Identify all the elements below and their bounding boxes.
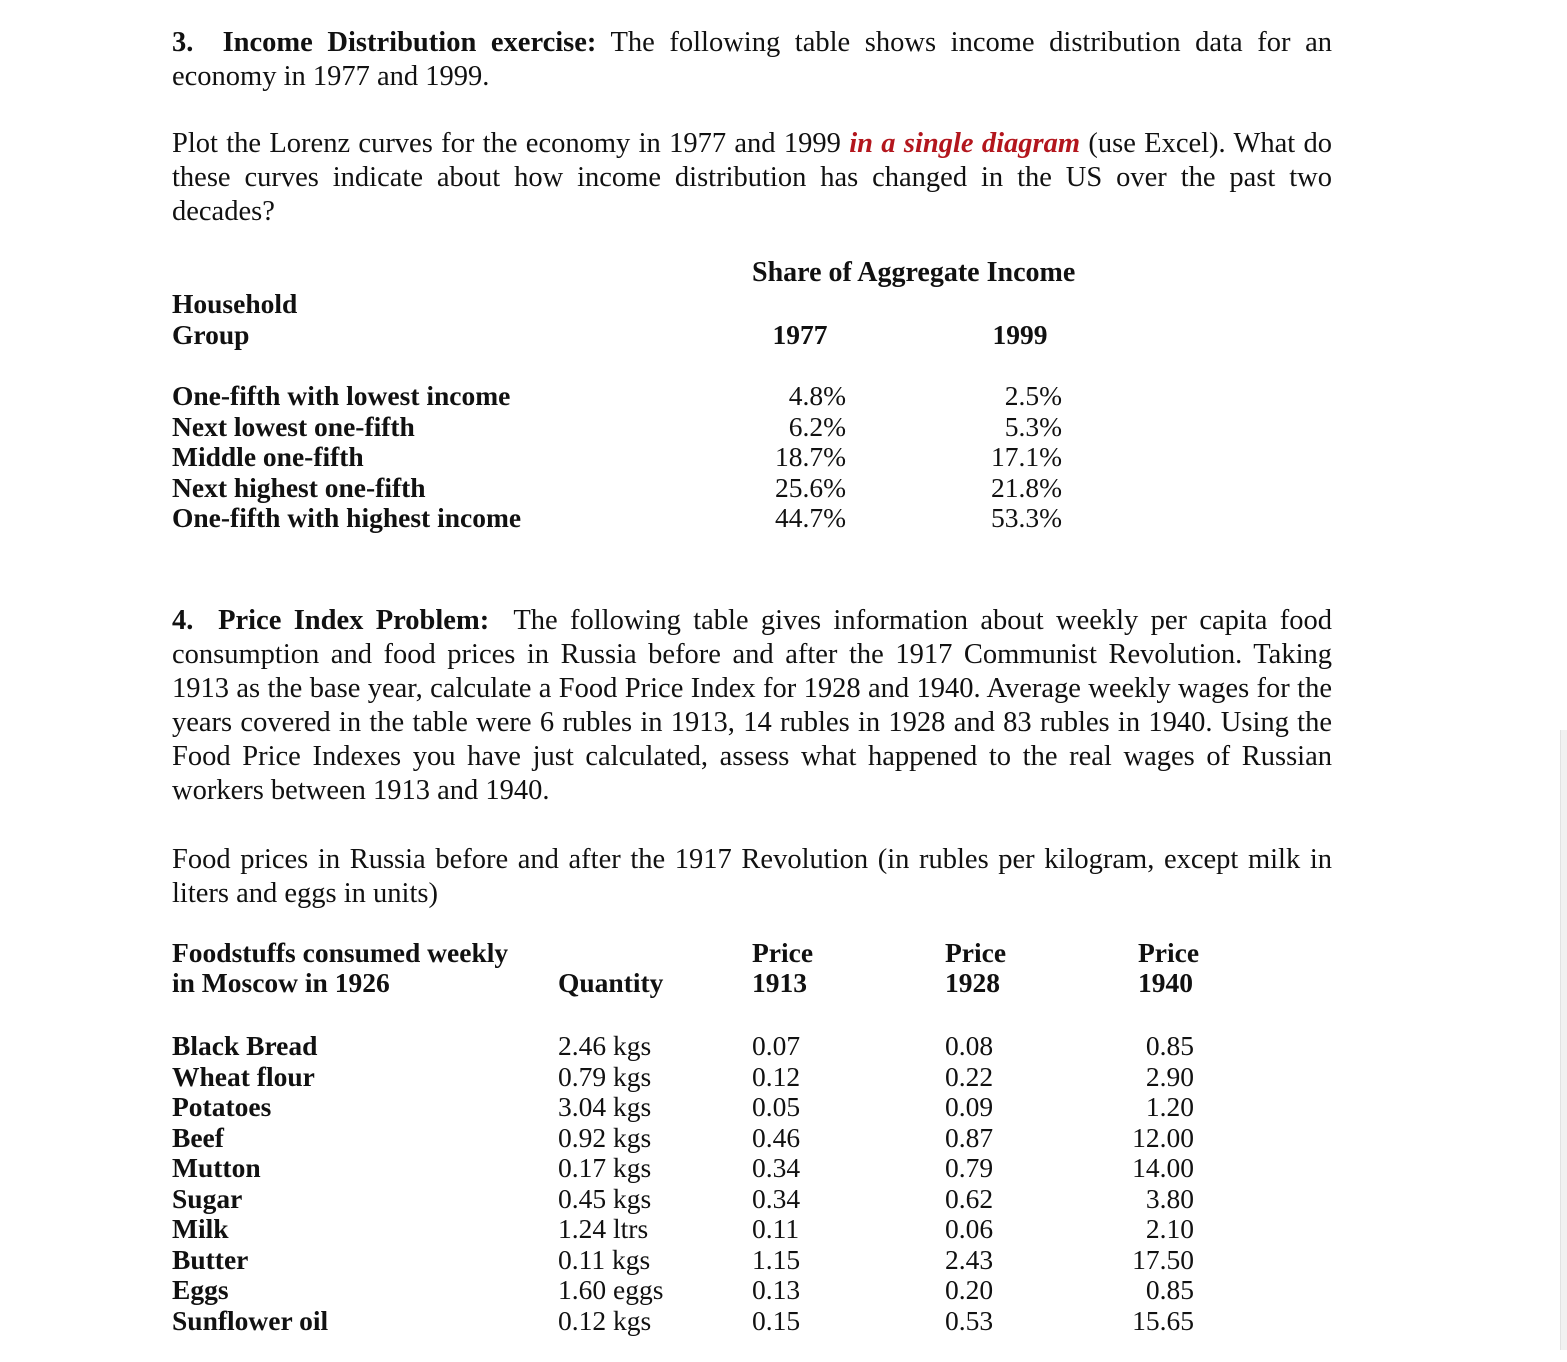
q4-price-1913: 0.13 <box>752 1274 801 1305</box>
q3-instruction-before: Plot the Lorenz curves for the economy in 1977 and 1999 <box>172 128 841 159</box>
page-scrollbar[interactable] <box>1560 730 1567 1350</box>
q4-price-1940: 0.85 <box>1145 1030 1194 1061</box>
q4-price-1928: 0.20 <box>945 1274 994 1305</box>
q4-item: Sugar <box>172 1182 243 1214</box>
q4-price-1913-header-label: Price <box>752 937 814 968</box>
q4-price-1940-column <box>1110 1031 1194 1336</box>
q3-year-1999-header: 1999 <box>992 319 1048 350</box>
q4-item: Eggs <box>172 1274 229 1305</box>
q4-quantity-header: Quantity <box>558 967 664 998</box>
q3-intro-text: The following table shows income distribution data for an economy in 1977 and 1999. <box>172 27 1332 92</box>
q4-price-1928-header-year: 1928 <box>945 967 1000 998</box>
q4-price-1913: 1.15 <box>752 1243 801 1275</box>
q4-quantity: 0.79 kgs <box>558 1060 652 1092</box>
q4-quantity-column <box>558 1031 663 1336</box>
q4-item: Butter <box>172 1243 249 1275</box>
q4-price-1940: 17.50 <box>1132 1243 1194 1275</box>
q3-instruction-paragraph <box>172 127 1332 229</box>
q4-price-1928: 0.09 <box>945 1091 994 1122</box>
q4-food-header-line1: Foodstuffs consumed weekly <box>172 937 509 968</box>
q4-item: Black Bread <box>172 1030 318 1061</box>
q3-1977-value: 4.8% <box>788 380 846 411</box>
q4-item: Milk <box>172 1213 229 1244</box>
q4-quantity: 0.12 kgs <box>558 1304 652 1336</box>
q4-quantity: 0.11 kgs <box>558 1243 651 1275</box>
q4-price-1928-header-label: Price <box>945 937 1007 968</box>
q4-quantity: 1.60 eggs <box>558 1274 664 1305</box>
q4-price-1913: 0.11 <box>752 1213 800 1244</box>
q3-group-row: One-fifth with lowest income <box>172 380 511 411</box>
q4-quantity: 0.17 kgs <box>558 1152 652 1183</box>
q3-group-row: One-fifth with highest income <box>172 502 522 533</box>
q3-intro-paragraph <box>172 26 1332 94</box>
q4-price-1913: 0.34 <box>752 1152 801 1183</box>
q3-1999-column <box>960 381 1062 534</box>
q4-price-1928: 0.06 <box>945 1213 994 1244</box>
q4-body-text: The following table gives information about weekly per capita food consumption and food prices in Russia before and after the 1917 Communist Revolution. Taking 1913 as the base year, calculate a Food Price Index for 1928 and 1940. Average weekly wages for the years covered in the table were 6 rubles in 1913, 14 rubles in 1928 and 83 rubles in 1940. Using the Food Price Indexes you have just calculated, assess what happened to the real wages of Russian workers between 1913 and 1940. <box>172 605 1332 806</box>
q3-table-super-header: Share of Aggregate Income <box>752 257 1076 288</box>
q4-price-1940: 12.00 <box>1132 1121 1194 1153</box>
q4-price-1913: 0.07 <box>752 1030 801 1061</box>
q4-price-1940: 2.90 <box>1145 1060 1194 1092</box>
q4-item: Sunflower oil <box>172 1304 329 1336</box>
q4-table-caption: Food prices in Russia before and after the 1917 Revolution (in rubles per kilogram, except milk in liters and eggs in units) <box>172 844 1332 909</box>
q4-price-1940: 1.20 <box>1145 1091 1194 1122</box>
q3-group-row: Next highest one-fifth <box>172 471 426 503</box>
q3-1999-value: 17.1% <box>990 441 1062 472</box>
q3-group-header-line2: Group <box>172 319 250 350</box>
q4-price-1940-header-year: 1940 <box>1138 967 1193 998</box>
q4-price-1913: 0.12 <box>752 1060 801 1092</box>
q4-item-column <box>172 1031 328 1336</box>
q3-instruction-after: (use Excel). What do these curves indicate about how income distribution has changed in the US over the past two decades? <box>172 128 1333 227</box>
q4-price-1913-column <box>752 1031 800 1336</box>
q4-price-1928: 0.87 <box>945 1121 994 1153</box>
q4-quantity: 2.46 kgs <box>558 1030 652 1061</box>
q3-1977-value: 25.6% <box>774 471 846 503</box>
q3-1999-value: 2.5% <box>1004 380 1062 411</box>
q3-instruction-emphasis: in a single diagram <box>849 128 1081 159</box>
q4-price-1913: 0.46 <box>752 1121 801 1153</box>
q4-price-1928: 0.08 <box>945 1030 994 1061</box>
q3-group-row: Next lowest one-fifth <box>172 410 415 442</box>
q4-price-1928: 2.43 <box>945 1243 994 1275</box>
q4-price-1940-header-label: Price <box>1138 937 1200 968</box>
q4-price-1928: 0.79 <box>945 1152 994 1183</box>
q3-1999-value: 21.8% <box>990 471 1062 503</box>
q4-item: Beef <box>172 1121 224 1153</box>
q4-quantity: 1.24 ltrs <box>558 1213 649 1244</box>
q4-price-1928: 0.62 <box>945 1182 994 1214</box>
q3-group-header-line1: Household <box>172 288 298 319</box>
q4-title: Price Index Problem: <box>218 605 490 636</box>
q4-price-1928: 0.22 <box>945 1060 994 1092</box>
q3-group-column <box>172 381 521 534</box>
q4-price-1940: 15.65 <box>1132 1304 1194 1336</box>
q3-1977-column <box>740 381 846 534</box>
q4-price-1940: 3.80 <box>1145 1182 1194 1214</box>
q4-quantity: 0.45 kgs <box>558 1182 652 1214</box>
q4-number: 4. <box>172 605 194 636</box>
q4-price-1940: 14.00 <box>1132 1152 1194 1183</box>
q3-1977-value: 44.7% <box>774 502 846 533</box>
q4-price-1940: 0.85 <box>1145 1274 1194 1305</box>
q3-1999-value: 5.3% <box>1004 410 1062 442</box>
q4-price-1913: 0.34 <box>752 1182 801 1214</box>
q4-price-1928-column <box>945 1031 993 1336</box>
q4-item: Potatoes <box>172 1091 272 1122</box>
q4-item: Mutton <box>172 1152 261 1183</box>
q4-quantity: 0.92 kgs <box>558 1121 652 1153</box>
q3-year-1977-header: 1977 <box>772 319 828 350</box>
q4-food-header-line2: in Moscow in 1926 <box>172 967 390 998</box>
q3-1977-value: 18.7% <box>774 441 846 472</box>
q4-price-1913: 0.05 <box>752 1091 801 1122</box>
q3-group-row: Middle one-fifth <box>172 441 364 472</box>
q4-price-1928: 0.53 <box>945 1304 994 1336</box>
q4-quantity: 3.04 kgs <box>558 1091 652 1122</box>
q3-title: Income Distribution exercise: <box>222 27 597 58</box>
q4-item: Wheat flour <box>172 1060 315 1092</box>
q4-price-1940: 2.10 <box>1145 1213 1194 1244</box>
q3-1977-value: 6.2% <box>788 410 846 442</box>
q3-1999-value: 53.3% <box>990 502 1062 533</box>
q4-paragraph <box>172 604 1332 808</box>
q3-number: 3. <box>172 27 194 58</box>
q4-price-1913: 0.15 <box>752 1304 801 1336</box>
q4-price-1913-header-year: 1913 <box>752 967 807 998</box>
